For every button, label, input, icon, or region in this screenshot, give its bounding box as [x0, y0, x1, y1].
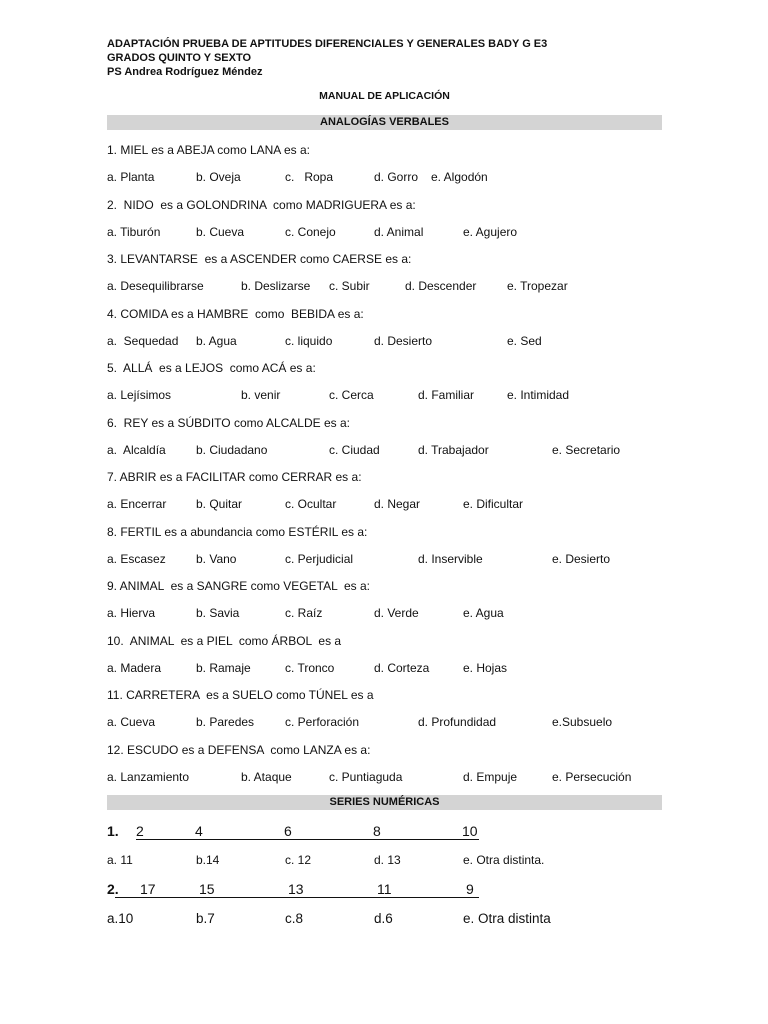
answer-option: e. Persecución	[552, 769, 632, 784]
number-sequence	[107, 823, 667, 841]
answer-option: d. 13	[374, 853, 401, 867]
answer-option: d.6	[374, 911, 393, 926]
question-text: 12. ESCUDO es a DEFENSA como LANZA es a:	[107, 742, 371, 757]
question-text: 9. ANIMAL es a SANGRE como VEGETAL es a:	[107, 579, 370, 593]
sequence-term: 2	[136, 823, 144, 839]
answer-option: a. Tiburón	[107, 224, 161, 239]
answer-option: b. Paredes	[196, 715, 255, 729]
header-line-2: GRADOS QUINTO Y SEXTO	[107, 52, 252, 64]
manual-title: MANUAL DE APLICACIÓN	[319, 90, 450, 102]
answer-option: e. Hojas	[463, 660, 508, 675]
answer-option: b. Agua	[196, 333, 237, 348]
answer-option: d. Descender	[405, 279, 477, 293]
answer-option: a. Lanzamiento	[107, 769, 190, 784]
answer-option: c. Cerca	[329, 388, 374, 402]
question-text: 10. ANIMAL es a PIEL como ÁRBOL es a	[107, 633, 342, 648]
answer-option: c. Subir	[329, 279, 370, 293]
answer-options	[107, 225, 667, 241]
answer-option: a. Sequedad	[107, 333, 179, 348]
answer-option: e.Subsuelo	[552, 715, 613, 729]
answer-option: b. Cueva	[196, 224, 245, 239]
answer-option: b. Quitar	[196, 497, 243, 511]
answer-options	[107, 279, 667, 295]
answer-option: e. Desierto	[552, 551, 611, 566]
answer-option: b. venir	[241, 388, 281, 402]
answer-option: d. Animal	[374, 224, 424, 239]
answer-option: b. Ramaje	[196, 660, 251, 675]
answer-option: d. Empuje	[463, 769, 518, 784]
answer-option: b.14	[196, 853, 220, 867]
answer-options	[107, 552, 667, 568]
answer-option: b.7	[196, 911, 215, 926]
answer-option: d. Trabajador	[418, 442, 489, 457]
question-text: 5. ALLÁ es a LEJOS como ACÁ es a:	[107, 361, 316, 375]
answer-options	[107, 388, 667, 404]
answer-option: b. Vano	[196, 551, 237, 566]
answer-option: c. Tronco	[285, 660, 335, 675]
answer-option: c. Ropa	[285, 170, 334, 184]
answer-option: a. Encerrar	[107, 497, 167, 511]
answer-option: c. 12	[285, 853, 312, 867]
answer-option: c. Puntiaguda	[329, 769, 403, 784]
answer-option: d. Desierto	[374, 333, 433, 348]
answer-options	[107, 853, 667, 869]
sequence-term: 10	[462, 823, 478, 839]
answer-option: a. Cueva	[107, 715, 156, 729]
answer-option: d. Gorro	[374, 170, 419, 184]
answer-option: e. Otra distinta	[463, 911, 551, 926]
sequence-term: 13	[288, 881, 304, 897]
answer-option: c. liquido	[285, 333, 333, 348]
question-text: 6. REY es a SÚBDITO como ALCALDE es a:	[107, 415, 350, 430]
answer-option: a. Escasez	[107, 551, 166, 566]
answer-option: c. Conejo	[285, 224, 336, 239]
question-text: 1. MIEL es a ABEJA como LANA es a:	[107, 143, 310, 157]
answer-option: a. Planta	[107, 170, 155, 184]
answer-option: c. Ocultar	[285, 497, 337, 511]
section-header-numeric: SERIES NUMÉRICAS	[107, 795, 662, 810]
sequence-underline	[136, 839, 479, 840]
answer-option: b. Ciudadano	[196, 442, 268, 457]
question-text: 2. NIDO es a GOLONDRINA como MADRIGUERA es a:	[107, 197, 416, 212]
answer-option: c. Raíz	[285, 606, 323, 620]
sequence-term: 8	[373, 823, 381, 839]
sequence-term: 9	[466, 881, 474, 897]
answer-option: a. Lejísimos	[107, 388, 172, 402]
header-line-3: PS Andrea Rodríguez Méndez	[107, 66, 263, 78]
answer-options	[107, 443, 667, 459]
answer-option: d. Profundidad	[418, 715, 497, 729]
answer-option: e. Algodón	[431, 170, 488, 184]
answer-options	[107, 911, 667, 927]
answer-option: b. Oveja	[196, 170, 241, 184]
answer-option: e. Agujero	[463, 224, 518, 239]
sequence-term: 11	[377, 881, 392, 897]
answer-option: e. Intimidad	[507, 388, 570, 402]
answer-option: b. Ataque	[241, 769, 292, 784]
answer-option: e. Tropezar	[507, 279, 568, 293]
answer-option: c. Ciudad	[329, 442, 380, 457]
answer-option: d. Familiar	[418, 388, 475, 402]
answer-options	[107, 770, 667, 786]
answer-option: c. Perforación	[285, 715, 360, 729]
answer-option: b. Deslizarse	[241, 279, 311, 293]
answer-option: a. Desequilibrarse	[107, 279, 204, 293]
sequence-underline	[115, 897, 479, 898]
answer-options	[107, 497, 667, 513]
answer-option: c.8	[285, 911, 304, 926]
series-number: 2.	[107, 881, 119, 897]
answer-option: d. Inservible	[418, 551, 483, 566]
answer-option: c. Perjudicial	[285, 551, 354, 566]
question-text: 3. LEVANTARSE es a ASCENDER como CAERSE es a:	[107, 252, 412, 266]
answer-option: a. Madera	[107, 660, 162, 675]
answer-option: e. Dificultar	[463, 497, 524, 511]
answer-options	[107, 661, 667, 677]
answer-options	[107, 170, 667, 186]
answer-option: e. Otra distinta.	[463, 853, 545, 867]
header-line-1: ADAPTACIÓN PRUEBA DE APTITUDES DIFERENCIALES Y GENERALES BADY G E3	[107, 38, 548, 50]
question-text: 11. CARRETERA es a SUELO como TÚNEL es a	[107, 688, 374, 702]
answer-option: e. Agua	[463, 606, 504, 620]
answer-options	[107, 715, 667, 731]
answer-option: e. Sed	[507, 333, 542, 348]
answer-option: d. Corteza	[374, 660, 430, 675]
answer-option: b. Savia	[196, 606, 240, 620]
sequence-term: 4	[195, 823, 203, 839]
answer-option: d. Verde	[374, 606, 419, 620]
answer-options	[107, 606, 667, 622]
answer-option: d. Negar	[374, 497, 421, 511]
section-header-verbal: ANALOGÍAS VERBALES	[107, 115, 662, 130]
answer-option: a. Hierva	[107, 606, 156, 620]
answer-option: a. 11	[107, 853, 133, 867]
sequence-term: 17	[140, 881, 156, 897]
question-text: 7. ABRIR es a FACILITAR como CERRAR es a:	[107, 470, 362, 484]
answer-option: a.10	[107, 911, 134, 926]
question-text: 4. COMIDA es a HAMBRE como BEBIDA es a:	[107, 306, 364, 321]
answer-options	[107, 334, 667, 350]
question-text: 8. FERTIL es a abundancia como ESTÉRIL es a:	[107, 524, 368, 539]
sequence-term: 6	[284, 823, 292, 839]
answer-option: e. Secretario	[552, 442, 621, 457]
sequence-term: 15	[199, 881, 215, 897]
series-number: 1.	[107, 823, 119, 839]
number-sequence	[107, 881, 667, 899]
answer-option: a. Alcaldía	[107, 442, 166, 457]
